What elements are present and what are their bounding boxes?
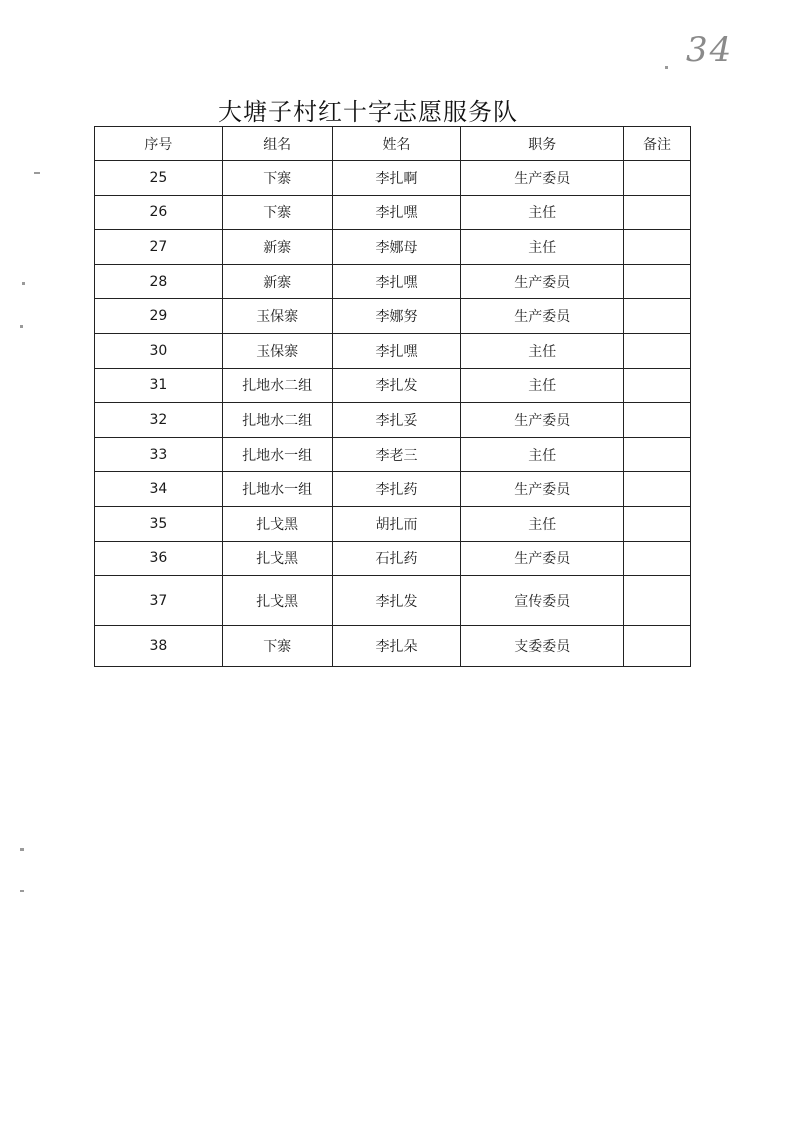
table-row — [95, 264, 691, 299]
header-role: 职务 — [461, 127, 624, 161]
cell-name: 胡扎而 — [332, 506, 461, 541]
cell-note — [624, 403, 691, 438]
cell-serial: 25 — [95, 161, 223, 196]
cell-note — [624, 195, 691, 230]
cell-name: 李扎发 — [332, 576, 461, 626]
cell-group: 下寨 — [222, 195, 332, 230]
cell-serial: 26 — [95, 195, 223, 230]
table-row — [95, 437, 691, 472]
cell-role: 主任 — [461, 333, 624, 368]
table-row — [95, 626, 691, 667]
cell-serial: 27 — [95, 230, 223, 265]
cell-role: 生产委员 — [461, 541, 624, 576]
cell-serial: 28 — [95, 264, 223, 299]
table-row — [95, 230, 691, 265]
cell-serial: 34 — [95, 472, 223, 507]
cell-name: 李扎妥 — [332, 403, 461, 438]
handwritten-page-number: 34 — [686, 30, 734, 70]
cell-note — [624, 333, 691, 368]
cell-serial: 35 — [95, 506, 223, 541]
cell-role: 主任 — [461, 230, 624, 265]
cell-name: 石扎药 — [332, 541, 461, 576]
cell-group: 扎地水一组 — [222, 437, 332, 472]
cell-group: 扎地水二组 — [222, 368, 332, 403]
cell-group: 新寨 — [222, 230, 332, 265]
table-row — [95, 506, 691, 541]
cell-note — [624, 472, 691, 507]
cell-name: 李老三 — [332, 437, 461, 472]
scan-speck — [665, 66, 668, 69]
table-row — [95, 195, 691, 230]
cell-name: 李扎嘿 — [332, 333, 461, 368]
cell-group: 扎戈黑 — [222, 576, 332, 626]
cell-role: 宣传委员 — [461, 576, 624, 626]
cell-role: 主任 — [461, 506, 624, 541]
table-row — [95, 368, 691, 403]
scan-speck — [20, 325, 23, 328]
cell-serial: 36 — [95, 541, 223, 576]
cell-note — [624, 368, 691, 403]
table-row — [95, 333, 691, 368]
table-row — [95, 299, 691, 334]
cell-group: 下寨 — [222, 161, 332, 196]
cell-note — [624, 576, 691, 626]
table-row — [95, 576, 691, 626]
cell-role: 主任 — [461, 368, 624, 403]
header-group: 组名 — [222, 127, 332, 161]
cell-note — [624, 541, 691, 576]
cell-serial: 29 — [95, 299, 223, 334]
scan-speck — [22, 282, 25, 285]
scan-speck — [20, 848, 24, 851]
cell-serial: 31 — [95, 368, 223, 403]
table-header-row — [95, 127, 691, 161]
cell-group: 玉保寨 — [222, 299, 332, 334]
cell-role: 生产委员 — [461, 299, 624, 334]
cell-note — [624, 506, 691, 541]
cell-group: 玉保寨 — [222, 333, 332, 368]
scan-speck — [34, 172, 40, 174]
cell-role: 生产委员 — [461, 161, 624, 196]
cell-role: 生产委员 — [461, 403, 624, 438]
table-row — [95, 472, 691, 507]
cell-role: 主任 — [461, 195, 624, 230]
cell-group: 扎地水二组 — [222, 403, 332, 438]
cell-role: 支委委员 — [461, 626, 624, 667]
cell-serial: 37 — [95, 576, 223, 626]
cell-note — [624, 437, 691, 472]
header-serial: 序号 — [95, 127, 223, 161]
cell-group: 扎戈黑 — [222, 541, 332, 576]
cell-role: 生产委员 — [461, 264, 624, 299]
cell-name: 李扎药 — [332, 472, 461, 507]
table-row — [95, 403, 691, 438]
page-title: 大塘子村红十字志愿服务队 — [218, 98, 518, 126]
cell-serial: 33 — [95, 437, 223, 472]
cell-note — [624, 161, 691, 196]
cell-name: 李娜母 — [332, 230, 461, 265]
cell-note — [624, 230, 691, 265]
cell-note — [624, 299, 691, 334]
scan-speck — [20, 890, 24, 892]
cell-group: 扎地水一组 — [222, 472, 332, 507]
volunteer-roster-table — [94, 126, 691, 667]
cell-name: 李娜努 — [332, 299, 461, 334]
cell-group: 下寨 — [222, 626, 332, 667]
table-row — [95, 161, 691, 196]
cell-role: 主任 — [461, 437, 624, 472]
cell-group: 扎戈黑 — [222, 506, 332, 541]
table-row — [95, 541, 691, 576]
cell-name: 李扎嘿 — [332, 195, 461, 230]
cell-name: 李扎嘿 — [332, 264, 461, 299]
cell-name: 李扎发 — [332, 368, 461, 403]
cell-serial: 32 — [95, 403, 223, 438]
cell-note — [624, 264, 691, 299]
header-name: 姓名 — [332, 127, 461, 161]
cell-role: 生产委员 — [461, 472, 624, 507]
cell-name: 李扎朵 — [332, 626, 461, 667]
cell-group: 新寨 — [222, 264, 332, 299]
cell-serial: 30 — [95, 333, 223, 368]
cell-name: 李扎啊 — [332, 161, 461, 196]
header-note: 备注 — [624, 127, 691, 161]
cell-serial: 38 — [95, 626, 223, 667]
cell-note — [624, 626, 691, 667]
